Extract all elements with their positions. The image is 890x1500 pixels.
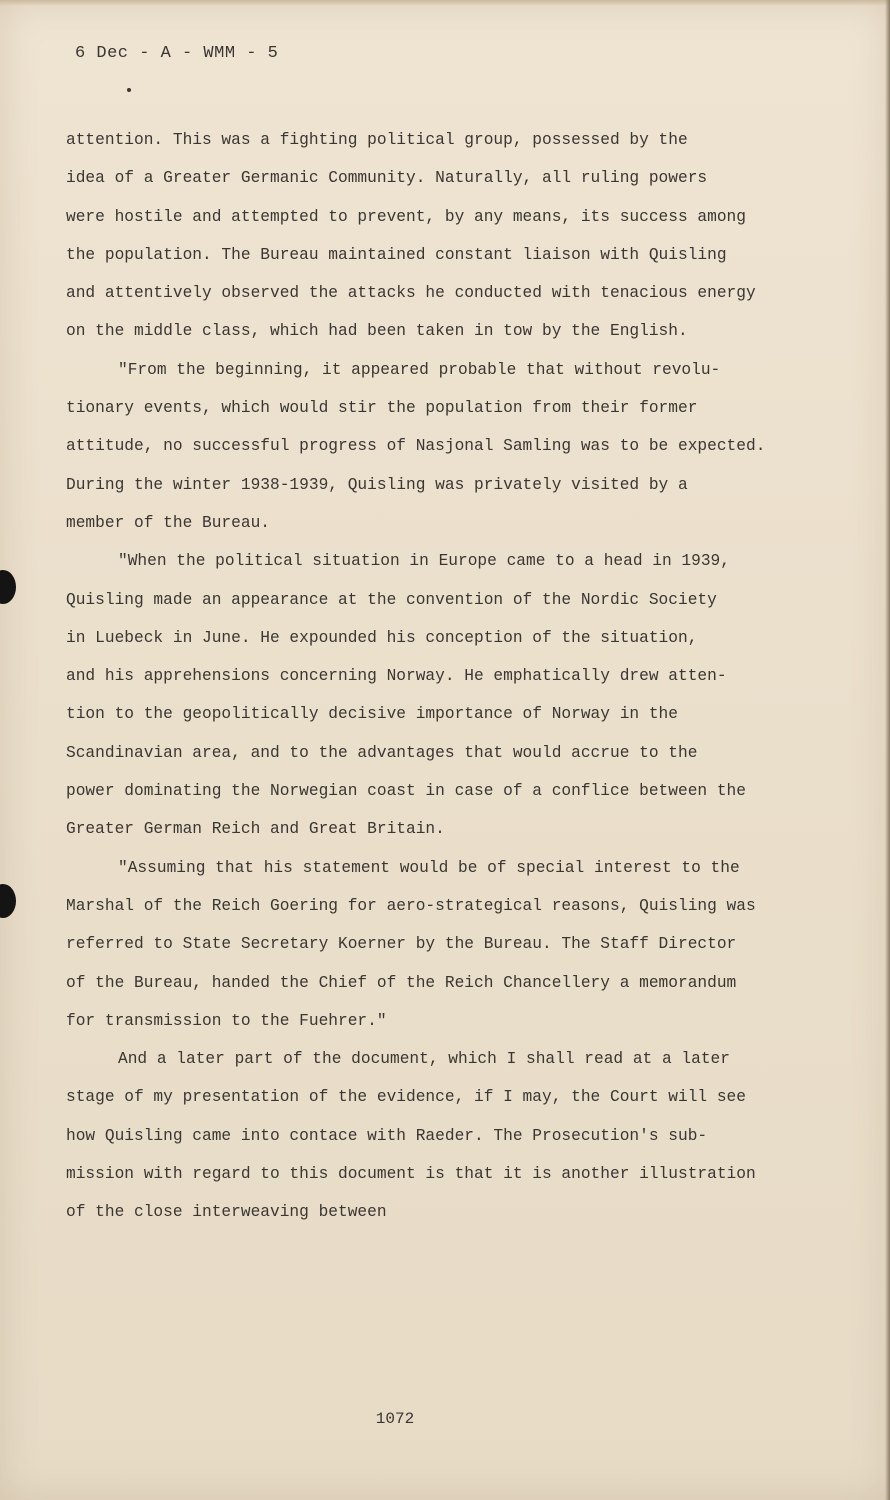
paragraph (66, 1040, 786, 1231)
text-line: on the middle class, which had been taken in tow by the English. (66, 322, 688, 341)
page-number: 1072 (375, 1410, 415, 1428)
text-line: "From the beginning, it appeared probable that without revolu- (118, 360, 721, 379)
text-line: Greater German Reich and Great Britain. (66, 820, 445, 839)
text-line: Quisling made an appearance at the convention of the Nordic Society (66, 590, 717, 609)
text-line: During the winter 1938-1939, Quisling was privately visited by a (66, 475, 688, 494)
ink-mark (127, 88, 131, 92)
text-line: tion to the geopolitically decisive importance of Norway in the (66, 705, 678, 724)
paragraph (66, 542, 786, 848)
text-line: And a later part of the document, which I shall read at a later (118, 1050, 730, 1069)
text-line: referred to State Secretary Koerner by the Bureau. The Staff Director (66, 935, 737, 954)
text-line: were hostile and attempted to prevent, by any means, its success among (66, 207, 746, 226)
text-line: tionary events, which would stir the population from their former (66, 399, 698, 418)
text-line: stage of my presentation of the evidence, if I may, the Court will see (66, 1088, 746, 1107)
punch-hole-lower (0, 884, 16, 918)
text-line: how Quisling came into contace with Raeder. The Prosecution's sub- (66, 1126, 708, 1145)
text-line: of the close interweaving between (66, 1203, 387, 1222)
text-line: the population. The Bureau maintained constant liaison with Quisling (66, 245, 727, 264)
text-line: mission with regard to this document is that it is another illustration (66, 1165, 756, 1184)
text-line: member of the Bureau. (66, 513, 270, 532)
document-body (66, 121, 786, 1232)
paragraph (66, 849, 786, 1040)
text-line: attitude, no successful progress of Nasjonal Samling was to be expected. (66, 437, 766, 456)
text-line: and attentively observed the attacks he conducted with tenacious energy (66, 284, 756, 303)
page-top-edge (0, 0, 890, 6)
text-line: idea of a Greater Germanic Community. Naturally, all ruling powers (66, 169, 708, 188)
text-line: for transmission to the Fuehrer." (66, 1011, 387, 1030)
text-line: and his apprehensions concerning Norway. He emphatically drew atten- (66, 667, 727, 686)
text-line: Marshal of the Reich Goering for aero-strategical reasons, Quisling was (66, 896, 756, 915)
text-line: "Assuming that his statement would be of special interest to the (118, 858, 740, 877)
text-line: "When the political situation in Europe came to a head in 1939, (118, 552, 730, 571)
paragraph (66, 121, 786, 351)
text-line: power dominating the Norwegian coast in case of a conflice between the (66, 782, 746, 801)
text-line: in Luebeck in June. He expounded his conception of the situation, (66, 628, 698, 647)
paragraph (66, 351, 786, 542)
text-line: of the Bureau, handed the Chief of the Reich Chancellery a memorandum (66, 973, 737, 992)
page-right-edge (885, 0, 890, 1500)
text-line: Scandinavian area, and to the advantages that would accrue to the (66, 743, 698, 762)
punch-hole-upper (0, 570, 16, 604)
document-reference-header: 6 Dec - A - WMM - 5 (75, 44, 279, 63)
text-line: attention. This was a fighting political group, possessed by the (66, 131, 688, 149)
